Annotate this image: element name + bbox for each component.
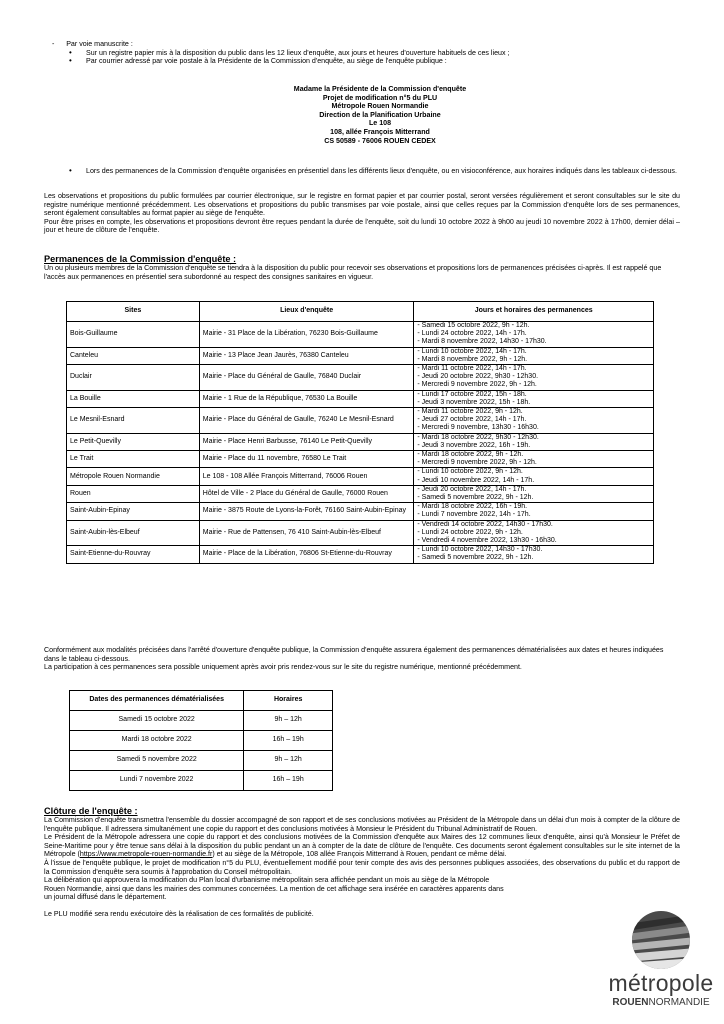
permanences-table-body: [67, 322, 654, 564]
horaire-cell: 9h – 12h: [244, 711, 333, 731]
site-cell: Bois-Guillaume: [67, 322, 200, 348]
jours-line: - Mercredi 9 novembre 2022, 9h - 12h.: [417, 381, 537, 389]
lieu-cell: Mairie - Place du 11 novembre, 76580 Le Trait: [199, 451, 414, 468]
address-line: Direction de la Planification Urbaine: [319, 110, 441, 119]
jours-line: - Samedi 5 novembre 2022, 9h - 12h.: [417, 494, 534, 502]
address-line: Le 108: [368, 119, 392, 128]
table-row: [70, 731, 333, 751]
site-cell: Le Mesnil-Esnard: [67, 408, 200, 434]
jours-line: - Mardi 8 novembre 2022, 14h30 - 17h30.: [417, 338, 547, 346]
lieu-cell: Le 108 - 108 Allée François Mitterrand, 76006 Rouen: [199, 468, 414, 485]
observations-paragraph: [44, 192, 680, 235]
horaire-cell: 16h – 19h: [244, 731, 333, 751]
jours-cell: [414, 322, 654, 348]
lieu-cell: Hôtel de Ville - 2 Place du Général de Gaulle, 76000 Rouen: [199, 485, 414, 502]
site-cell: Saint-Etienne-du-Rouvray: [67, 546, 200, 563]
table-row: [67, 322, 654, 348]
jours-line: - Samedi 15 octobre 2022, 9h - 12h.: [417, 322, 530, 329]
table-row: [67, 520, 654, 546]
jours-line: - Mardi 18 octobre 2022, 9h30 - 12h30.: [417, 433, 539, 441]
lieu-cell: Mairie - 3875 Route de Lyons-la-Forêt, 76160 Saint-Aubin-Epinay: [199, 503, 414, 520]
lieu-cell: Mairie - Place du Général de Gaulle, 76840 Duclair: [199, 365, 414, 391]
jours-line: - Jeudi 10 novembre 2022, 14h - 17h.: [417, 476, 535, 484]
dematerialisees-paragraph: [44, 646, 680, 672]
table-header: Jours et horaires des permanences: [414, 302, 654, 322]
jours-cell: [414, 408, 654, 434]
jours-cell: [414, 546, 654, 563]
jours-cell: [414, 503, 654, 520]
table-header: Horaires: [244, 691, 333, 711]
lieu-cell: Mairie - Rue de Pattensen, 76 410 Saint-Aubin-lès-Elbeuf: [199, 520, 414, 546]
participation-text: La participation à ces permanences sera possible uniquement après avoir pris rendez-vous sur le site du registre numérique, mentionné précédemment.: [44, 663, 522, 672]
manuscrit-heading: - Par voie manuscrite :: [52, 40, 133, 48]
jours-line: - Mardi 18 octobre 2022, 9h - 12h.: [417, 451, 524, 459]
lieu-cell: Mairie - Place du Général de Gaulle, 76240 Le Mesnil-Esnard: [199, 408, 414, 434]
date-cell: Samedi 15 octobre 2022: [70, 711, 244, 731]
site-cell: La Bouille: [67, 390, 200, 407]
date-cell: Mardi 18 octobre 2022: [70, 731, 244, 751]
table-row: [67, 408, 654, 434]
jours-cell: [414, 468, 654, 485]
jours-line: - Mardi 18 octobre 2022, 16h - 19h.: [417, 503, 528, 511]
observations-text: Les observations et propositions du public formulées par courrier électronique, sur le registre en format papier et par courrier postal, seront versées régulièrement et seront consultables sur le site du registre numérique mentionné précédemment. Les observations et propositions du public transmises par voie postale, ainsi que celles reçues par la Commission d'enquête lors de ses permanences, seront également consultables au format papier au siège de l'enquête.: [44, 192, 680, 218]
jours-cell: [414, 347, 654, 364]
table-row: [67, 347, 654, 364]
site-cell: Saint-Aubin-Epinay: [67, 503, 200, 520]
site-cell: Duclair: [67, 365, 200, 391]
table-row: [70, 771, 333, 791]
cloture-text: La Commission d'enquête transmettra l'ensemble du dossier accompagné de son rapport et de ses conclusions motivées au Président de la Métropole dans un délai d'un mois à compter de la clôture de l'enquête publique. Il adressera simultanément une copie du rapport et des conclusions motivées à Monsieur le Président du Tribunal Administratif de Rouen.: [44, 816, 680, 833]
list-item: • Sur un registre papier mis à la disposition du public dans les 12 lieux d'enquête, aux jours et heures d'ouverture habituels de ces lieux ;: [69, 49, 682, 58]
jours-line: - Mercredi 9 novembre 2022, 9h - 12h.: [417, 459, 537, 467]
jours-line: - Mardi 8 novembre 2022, 9h - 12h.: [417, 355, 528, 363]
lieu-cell: Mairie - Place Henri Barbusse, 76140 Le Petit-Quevilly: [199, 433, 414, 450]
permanences-bullet: [69, 167, 682, 176]
jours-line: - Jeudi 3 novembre 2022, 15h - 18h.: [417, 398, 531, 406]
jours-line: - Lundi 10 octobre 2022, 14h30 - 17h30.: [417, 546, 543, 554]
manuscrit-section: [52, 40, 682, 66]
dematerialisees-table: [69, 690, 333, 791]
cloture-section: [44, 806, 680, 919]
jours-line: - Samedi 5 novembre 2022, 9h - 12h.: [417, 554, 534, 562]
table-row: [67, 451, 654, 468]
cloture-text: La délibération qui approuvera la modification du Plan local d'urbanisme métropolitain sera affichée pendant un mois au siège de la Métropole Rouen Normandie, ainsi que dans les mairies des communes concernées. La mention de cet affichage sera insérée en caractères apparents dans un journal diffusé dans le département.: [44, 876, 504, 902]
jours-line: - Mardi 11 octobre 2022, 9h - 12h.: [417, 408, 523, 416]
address-line: Madame la Présidente de la Commission d'enquête: [293, 85, 467, 93]
site-cell: Saint-Aubin-lès-Elbeuf: [67, 520, 200, 546]
jours-line: - Lundi 17 octobre 2022, 15h - 18h.: [417, 390, 527, 398]
cloture-text: À l'issue de l'enquête publique, le projet de modification n°5 du PLU, éventuellement modifié pour tenir compte des avis des personnes publiques associées, des observations du public et du rapport de la Commission d'enquête sera soumis à l'approbation du Conseil métropolitain.: [44, 858, 680, 876]
jours-cell: [414, 520, 654, 546]
address-line: 108, allée François Mitterrand: [330, 127, 430, 136]
manuscrit-bullets: [69, 49, 682, 66]
jours-line: - Mardi 11 octobre 2022, 14h - 17h.: [417, 365, 527, 373]
table-header: Lieux d'enquête: [199, 302, 414, 322]
cloture-text: Le Président de la Métropole adressera une copie du rapport et des conclusions motivées de la Commission d'enquête aux Maires des 12 communes lieux d'enquête, ainsi qu'à Monsieur le Préfet de Seine-Maritime pour y être tenue sans délai à la disposition du public pendant un an à compter de la date de clôture de l'enquête. Ces documents seront également consultables sur le site internet de la Métropole (https://www.metropole-rouen-normandie.fr) et au siège de la Métropole, 108 allée François Mitterrand à Rouen, pendant ce même délai.: [44, 833, 680, 859]
dematerialisees-table-body: [70, 711, 333, 791]
jours-line: - Jeudi 27 octobre 2022, 14h - 17h.: [417, 416, 527, 424]
site-cell: Métropole Rouen Normandie: [67, 468, 200, 485]
delai-text: Pour être prises en compte, les observations et propositions devront être reçues pendant la durée de l'enquête, soit du lundi 10 octobre 2022 à 9h00 au jeudi 10 novembre 2022 à 17h00, dernier délai – jour et heure de clôture de l'enquête.: [44, 217, 680, 235]
lieu-cell: Mairie - 13 Place Jean Jaurès, 76380 Canteleu: [199, 347, 414, 364]
lieu-cell: Mairie - 1 Rue de la République, 76530 La Bouille: [199, 390, 414, 407]
site-cell: Le Trait: [67, 451, 200, 468]
jours-cell: [414, 390, 654, 407]
jours-line: - Lundi 10 octobre 2022, 14h - 17h.: [417, 347, 527, 355]
jours-line: - Lundi 7 novembre 2022, 14h - 17h.: [417, 511, 531, 519]
jours-line: - Jeudi 3 novembre 2022, 16h - 19h.: [417, 441, 531, 449]
jours-line: - Jeudi 20 octobre 2022, 9h30 - 12h30.: [417, 373, 539, 381]
permanences-title: Permanences de la Commission d'enquête :: [44, 254, 237, 264]
jours-cell: [414, 433, 654, 450]
table-header: Sites: [67, 302, 200, 322]
permanences-intro: Un ou plusieurs membres de la Commission d'enquête se tiendra à la disposition du public pour recevoir ses observations et propositions lors de permanences précisées ci-après. Il est rappelé que l'accès aux permanences en présentiel sera subordonné au respect des consignes sanitaires en vigueur.: [44, 264, 662, 281]
table-row: [67, 485, 654, 502]
list-item: • Par courrier adressé par voie postale à la Présidente de la Commission d'enquête, au siège de l'enquête publique :: [69, 57, 682, 66]
site-cell: Le Petit-Quevilly: [67, 433, 200, 450]
table-header: Dates des permanences dématérialisées: [70, 691, 244, 711]
jours-line: - Lundi 24 octobre 2022, 14h - 17h.: [417, 330, 527, 338]
date-cell: Lundi 7 novembre 2022: [70, 771, 244, 791]
metropole-logo: [606, 910, 716, 1010]
horaire-cell: 16h – 19h: [244, 771, 333, 791]
jours-cell: [414, 451, 654, 468]
cloture-title: Clôture de l'enquête :: [44, 806, 138, 816]
lieu-cell: Mairie - Place de la Libération, 76806 St-Etienne-du-Rouvray: [199, 546, 414, 563]
address-line: Métropole Rouen Normandie: [331, 102, 429, 111]
jours-line: - Mercredi 9 novembre, 13h30 - 16h30.: [417, 424, 539, 432]
logo-subtitle: ROUENNORMANDIE: [612, 997, 710, 1008]
cloture-text: Le PLU modifié sera rendu exécutoire dès la réalisation de ces formalités de publicité.: [44, 909, 314, 918]
date-cell: Samedi 5 novembre 2022: [70, 751, 244, 771]
site-cell: Rouen: [67, 485, 200, 502]
address-block: [200, 85, 560, 145]
table-row: [67, 503, 654, 520]
jours-line: - Vendredi 14 octobre 2022, 14h30 - 17h30.: [417, 520, 553, 528]
table-row: [70, 711, 333, 731]
table-row: [70, 751, 333, 771]
address-line: Projet de modification n°5 du PLU: [322, 93, 438, 102]
logo-wordmark: métropole: [608, 970, 714, 996]
metropole-logo-icon: [606, 910, 716, 970]
permanences-table: [66, 301, 654, 564]
metropole-link[interactable]: https://www.metropole-rouen-normandie.fr: [79, 850, 213, 859]
table-row: [67, 365, 654, 391]
table-row: [67, 546, 654, 563]
jours-line: - Jeudi 20 octobre 2022, 14h - 17h.: [417, 485, 527, 493]
jours-line: - Lundi 10 octobre 2022, 9h - 12h.: [417, 468, 523, 476]
address-line: CS 50589 - 76006 ROUEN CEDEX: [324, 136, 436, 145]
list-item: • Lors des permanences de la Commission d'enquête organisées en présentiel dans les différents lieux d'enquête, ou en visioconférence, aux horaires indiqués dans les tableaux ci-dessous.: [69, 167, 682, 176]
jours-cell: [414, 365, 654, 391]
table-row: [67, 390, 654, 407]
lieu-cell: Mairie - 31 Place de la Libération, 76230 Bois-Guillaume: [199, 322, 414, 348]
dematerialisees-text: Conformément aux modalités précisées dans l'arrêté d'ouverture d'enquête publique, la Commission d'enquête assurera également des permanences dématérialisées aux dates et heures indiquées dans le tableau ci-dessous.: [44, 646, 664, 663]
site-cell: Canteleu: [67, 347, 200, 364]
jours-line: - Vendredi 4 novembre 2022, 13h30 - 16h30.: [417, 537, 557, 545]
horaire-cell: 9h – 12h: [244, 751, 333, 771]
permanences-section: [44, 254, 680, 281]
table-row: [67, 433, 654, 450]
jours-cell: [414, 485, 654, 502]
table-row: [67, 468, 654, 485]
jours-line: - Lundi 24 octobre 2022, 9h - 12h.: [417, 528, 523, 536]
